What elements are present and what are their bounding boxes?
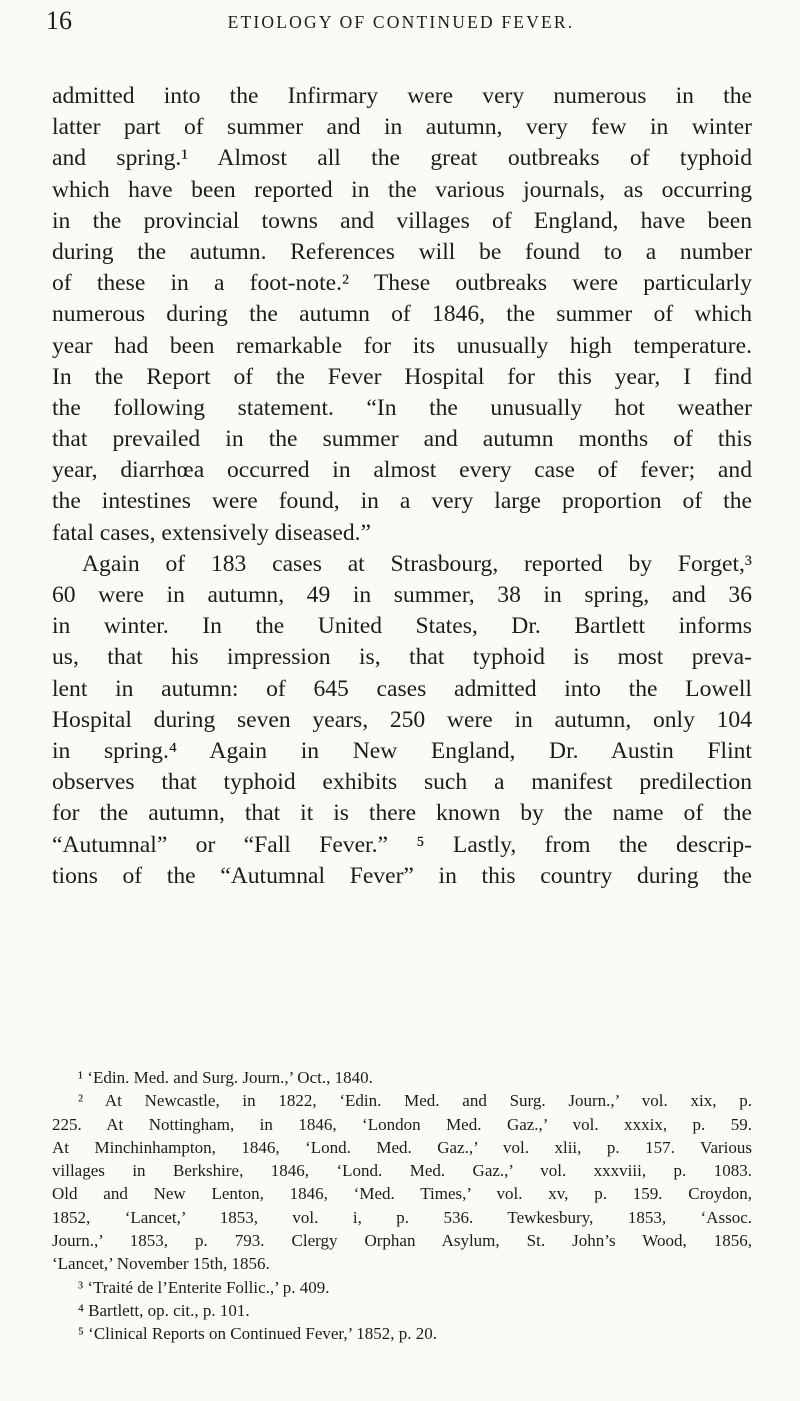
body-line: 60 were in autumn, 49 in summer, 38 in spring, and 36 (52, 582, 752, 608)
footnote-line: ⁵ ‘Clinical Reports on Continued Fever,’ 1852, p. 20. (78, 1324, 438, 1344)
body-line: fatal cases, extensively diseased.” (52, 519, 372, 546)
body-line: admitted into the Infirmary were very numerous in the (52, 83, 752, 109)
footnote-line: villages in Berkshire, 1846, ‘Lond. Med. Gaz.,’ vol. xxxviii, p. 1083. (52, 1161, 752, 1181)
body-line: in spring.⁴ Again in New England, Dr. Austin Flint (52, 737, 752, 764)
body-line: latter part of summer and in autumn, very few in winter (52, 114, 752, 141)
body-line: during the autumn. References will be found to a number (52, 238, 752, 265)
body-line: observes that typhoid exhibits such a manifest predilection (52, 769, 752, 796)
body-line: Hospital during seven years, 250 were in autumn, only 104 (52, 706, 752, 733)
footnote-line: 1852, ‘Lancet,’ 1853, vol. i, p. 536. Tewkesbury, 1853, ‘Assoc. (52, 1207, 752, 1227)
footnote-line: ¹ ‘Edin. Med. and Surg. Journ.,’ Oct., 1840. (78, 1068, 373, 1087)
body-line: which have been reported in the various journals, as occurring (52, 176, 752, 203)
footnote-line: ‘Lancet,’ November 15th, 1856. (52, 1254, 270, 1274)
body-line: Again of 183 cases at Strasbourg, reported by Forget,³ (82, 550, 752, 577)
running-head: ETIOLOGY OF CONTINUED FEVER. (227, 12, 575, 32)
body-line: for the autumn, that it is there known by the name of the (52, 800, 752, 827)
body-line: us, that his impression is, that typhoid is most preva- (52, 644, 752, 671)
footnote-line: Journ.,’ 1853, p. 793. Clergy Orphan Asylum, St. John’s Wood, 1856, (52, 1231, 752, 1251)
body-line: and spring.¹ Almost all the great outbreaks of typhoid (52, 145, 752, 172)
body-text (52, 81, 752, 892)
footnote-line: ³ ‘Traité de l’Enterite Follic.,’ p. 409. (78, 1277, 330, 1297)
body-line: lent in autumn: of 645 cases admitted into the Lowell (52, 675, 752, 702)
footnote-line: ⁴ Bartlett, op. cit., p. 101. (78, 1300, 250, 1320)
page-header (46, 4, 756, 38)
body-line: year had been remarkable for its unusually high temperature. (52, 332, 752, 359)
body-line: numerous during the autumn of 1846, the summer of which (52, 301, 752, 328)
body-line: the following statement. “In the unusually hot weather (52, 394, 752, 421)
body-line: that prevailed in the summer and autumn months of this (52, 426, 752, 453)
footnote-line: At Minchinhampton, 1846, ‘Lond. Med. Gaz.,’ vol. xlii, p. 157. Various (52, 1137, 752, 1157)
body-line: tions of the “Autumnal Fever” in this country during the (52, 862, 752, 889)
footnote-line: 225. At Nottingham, in 1846, ‘London Med. Gaz.,’ vol. xxxix, p. 59. (52, 1114, 752, 1134)
body-line: In the Report of the Fever Hospital for this year, I find (52, 363, 752, 390)
body-line: in the provincial towns and villages of England, have been (52, 207, 752, 234)
body-line: “Autumnal” or “Fall Fever.” ⁵ Lastly, from the descrip- (52, 831, 752, 858)
footnote-line: ² At Newcastle, in 1822, ‘Edin. Med. and Surg. Journ.,’ vol. xix, p. (78, 1091, 752, 1111)
page-number: 16 (46, 6, 72, 35)
footnote-line: Old and New Lenton, 1846, ‘Med. Times,’ vol. xv, p. 159. Croydon, (52, 1184, 752, 1204)
body-line: the intestines were found, in a very large proportion of the (52, 488, 752, 515)
body-line: of these in a foot-note.² These outbreaks were particularly (52, 270, 752, 297)
footnotes (52, 1066, 752, 1346)
body-line: in winter. In the United States, Dr. Bartlett informs (52, 613, 752, 640)
body-line: year, diarrhœa occurred in almost every case of fever; and (52, 457, 752, 484)
